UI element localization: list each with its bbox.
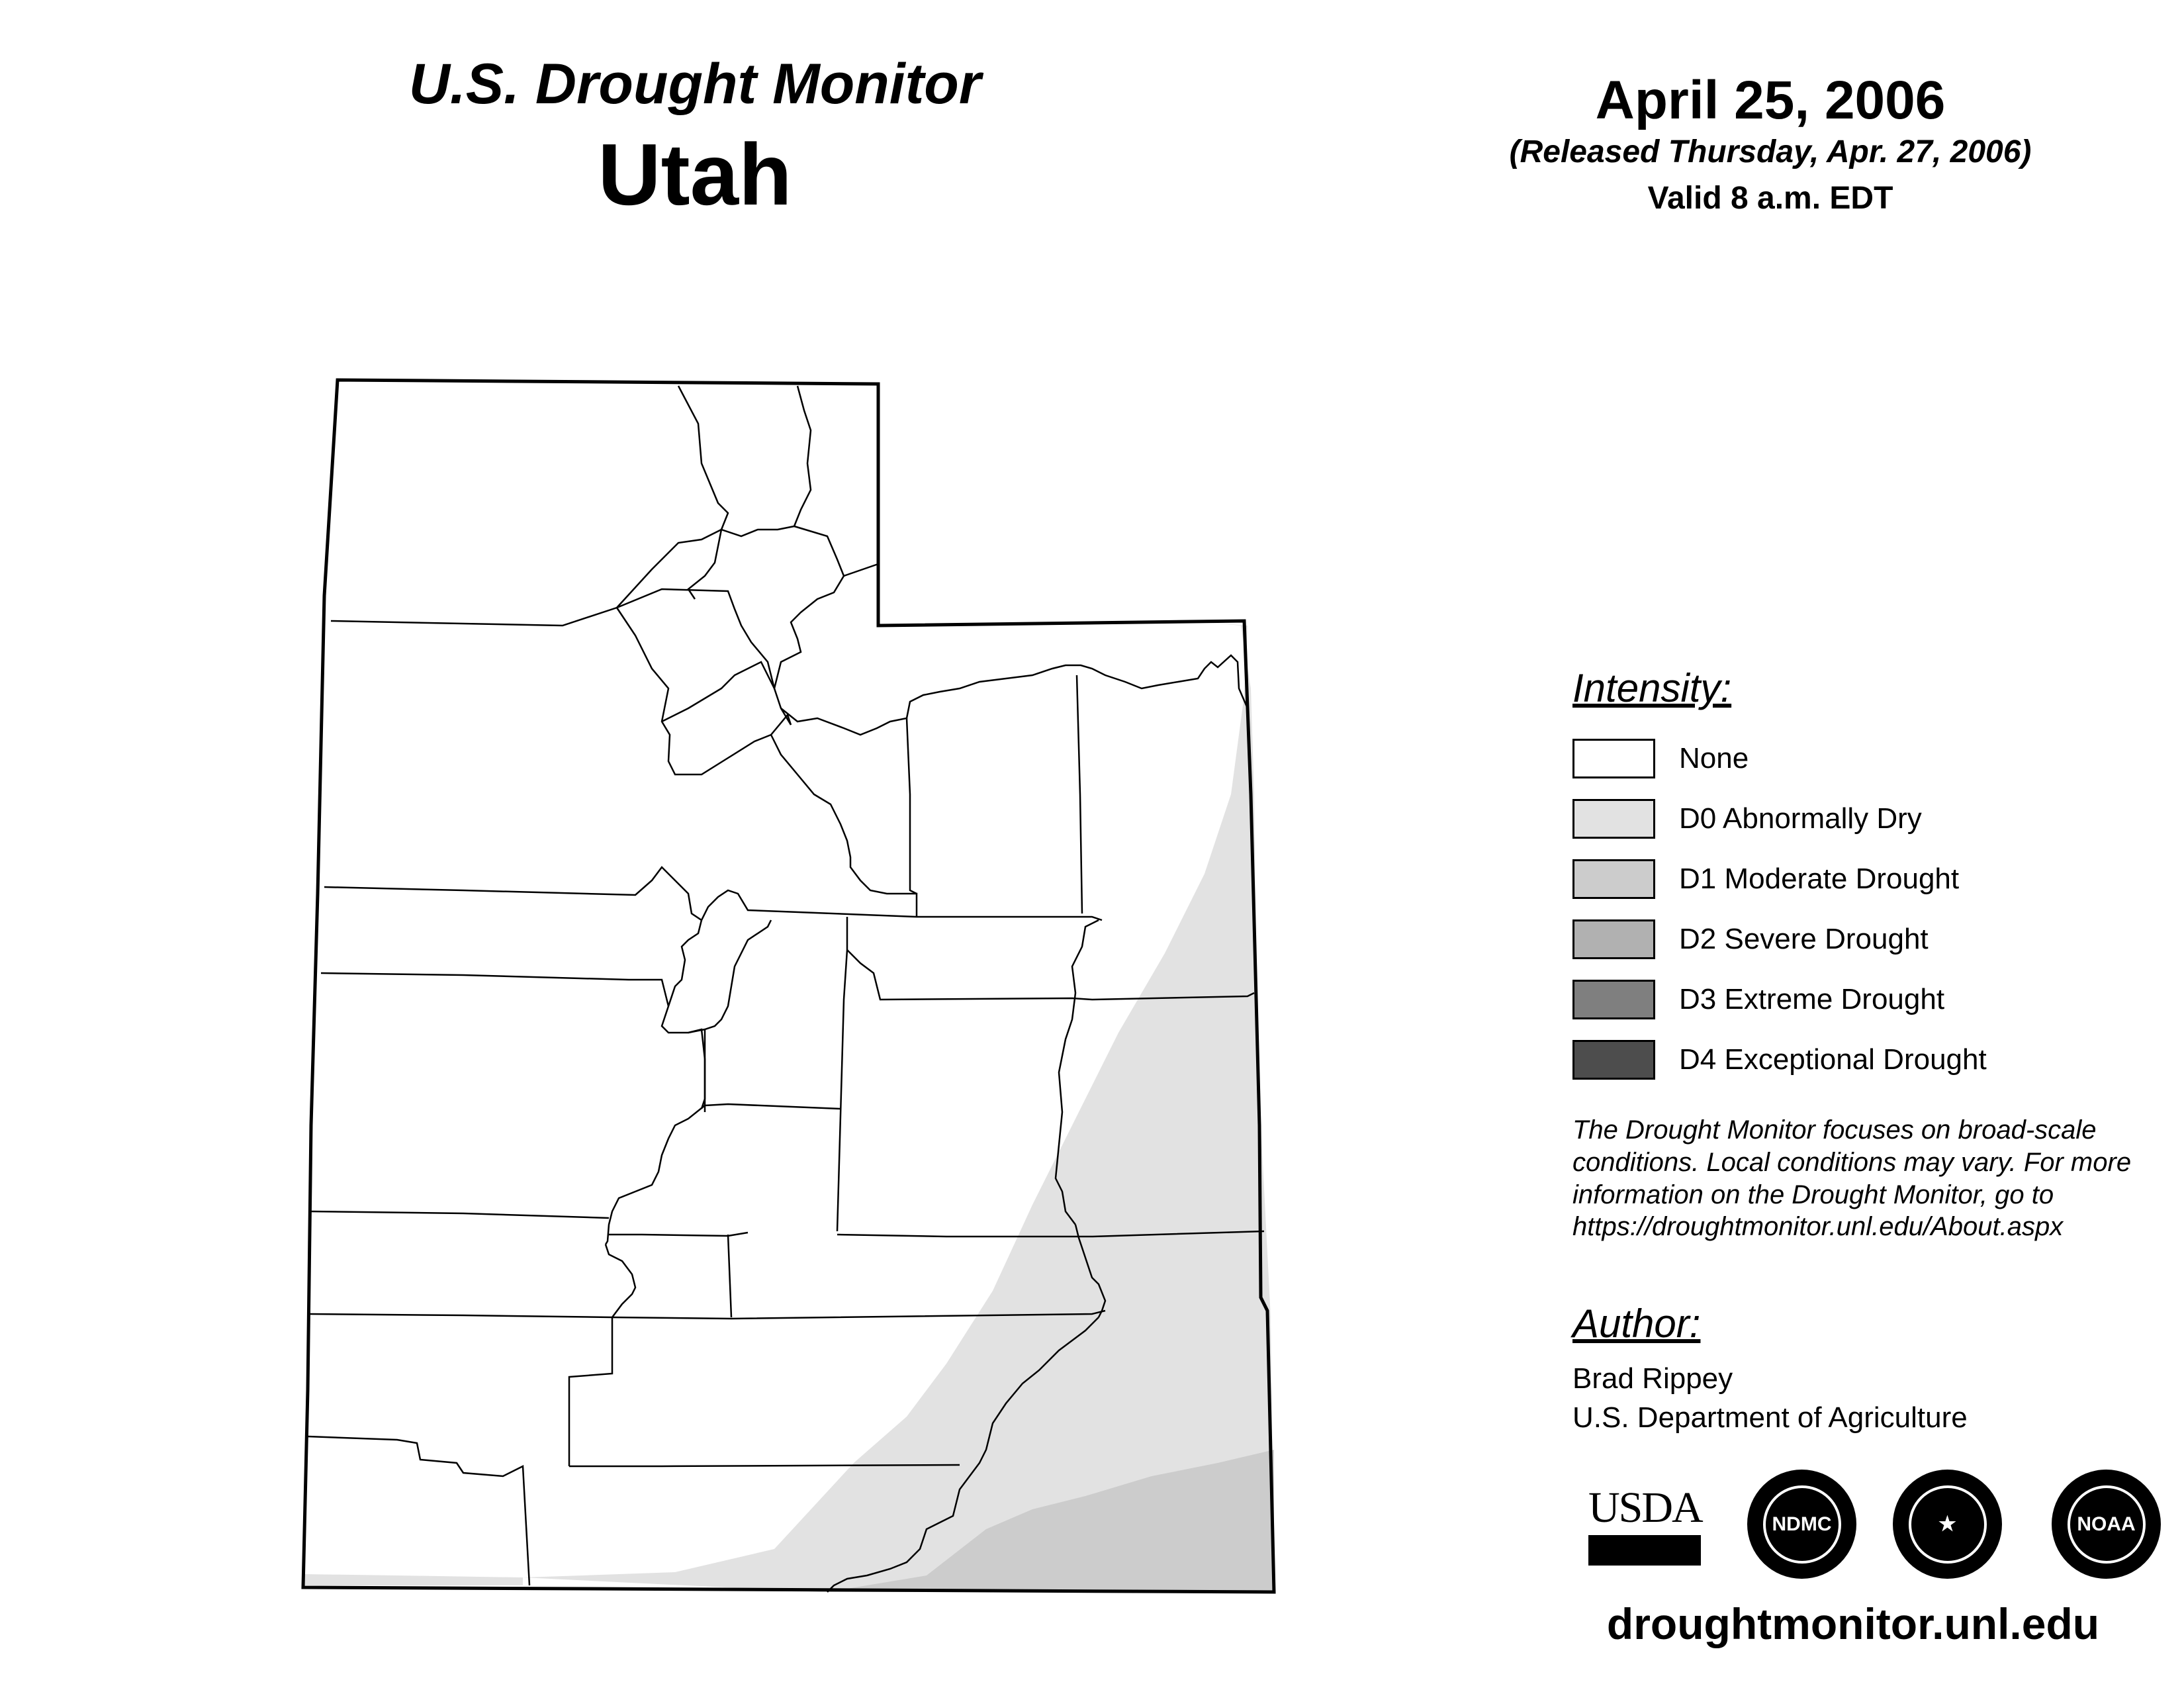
- noaa-logo-text: NOAA: [2068, 1485, 2146, 1564]
- legend-swatch-d2: [1572, 919, 1655, 959]
- map-title: U.S. Drought Monitor: [408, 52, 981, 116]
- usda-logo: [1588, 1483, 1702, 1569]
- legend-item: [1572, 849, 2181, 909]
- legend-label: D3 Extreme Drought: [1679, 982, 1945, 1015]
- usda-logo-text: USDA: [1588, 1483, 1702, 1532]
- legend-item: [1572, 728, 2181, 788]
- legend: [1572, 665, 2181, 1090]
- legend-item: [1572, 909, 2181, 969]
- legend-label: D0 Abnormally Dry: [1679, 802, 1922, 835]
- author-heading: Author:: [1572, 1301, 1701, 1346]
- author-org: U.S. Department of Agriculture: [1572, 1401, 1968, 1434]
- legend-swatch-d3: [1572, 980, 1655, 1019]
- partner-logos: [1588, 1470, 2171, 1589]
- map-date: April 25, 2006: [1595, 70, 1946, 130]
- legend-item: [1572, 1029, 2181, 1090]
- ndmc-logo: [1747, 1470, 1856, 1579]
- legend-label: None: [1679, 741, 1749, 774]
- ndmc-logo-text: NDMC: [1763, 1485, 1841, 1564]
- legend-swatch-d1: [1572, 859, 1655, 899]
- legend-swatch-d4: [1572, 1040, 1655, 1080]
- legend-label: D1 Moderate Drought: [1679, 862, 1960, 895]
- website-url: droughtmonitor.unl.edu: [1606, 1599, 2100, 1648]
- eagle-icon: ★: [1909, 1485, 1987, 1564]
- legend-title: Intensity:: [1572, 666, 1732, 710]
- d0-drought-area: [523, 622, 1274, 1592]
- d0-drought-area-sw: [303, 1574, 523, 1585]
- legend-item: [1572, 969, 2181, 1029]
- author-info: [1572, 1359, 1968, 1438]
- commerce-seal-logo: [1893, 1470, 2002, 1579]
- legend-label: D4 Exceptional Drought: [1679, 1043, 1987, 1076]
- author-name: Brad Rippey: [1572, 1362, 1733, 1395]
- release-date: (Released Thursday, Apr. 27, 2006): [1509, 134, 2032, 170]
- legend-item: [1572, 788, 2181, 849]
- legend-swatch-d0: [1572, 799, 1655, 839]
- valid-time: Valid 8 a.m. EDT: [1647, 180, 1893, 216]
- disclaimer-note: The Drought Monitor focuses on broad-scale conditions. Local conditions may vary. For more information on the Drought Monitor, go to https://droughtmonitor.unl.edu/About.aspx: [1572, 1115, 2132, 1242]
- noaa-logo: [2052, 1470, 2161, 1579]
- legend-swatch-none: [1572, 739, 1655, 778]
- usda-logo-bars: [1588, 1535, 1701, 1566]
- state-name: Utah: [598, 125, 792, 223]
- legend-label: D2 Severe Drought: [1679, 922, 1929, 955]
